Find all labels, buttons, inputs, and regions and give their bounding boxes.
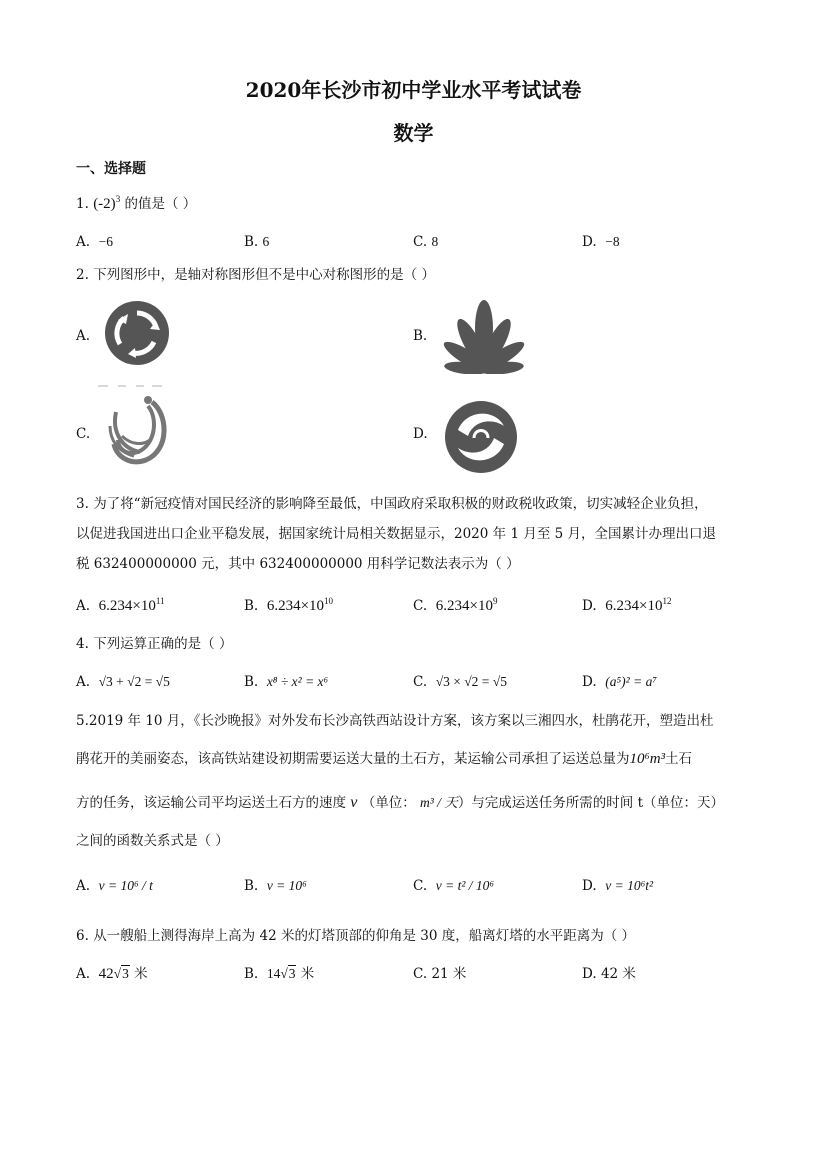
q5-line-2-end: 土石	[665, 751, 693, 767]
q5-line-1: 2019 年 10 月，《长沙晚报》对外发布长沙高铁西站设计方案，该方案以三湘四水，杜鹃花开，塑造出杜	[88, 713, 714, 729]
question-4	[76, 634, 232, 654]
circular-arrows-logo-icon[interactable]	[104, 300, 170, 366]
question-number: 1.	[76, 196, 89, 212]
section-heading: 一、选择题	[76, 161, 146, 177]
question-3	[76, 494, 756, 584]
q3-line-1: 为了将“新冠疫情对国民经济的影响降至最低，中国政府采取积极的财政税收政策，切实减轻企业负担，	[93, 496, 708, 512]
q6-option-d[interactable]: D. 42 米	[582, 966, 636, 982]
q6-option-b[interactable]: B. 14√3 米	[244, 966, 315, 982]
question-number: 3.	[76, 496, 89, 512]
q5-velocity-var: v	[350, 794, 358, 811]
q1-expression: $(-2)^3$	[93, 194, 121, 212]
q5-line-3: 方的任务，该运输公司平均运送土石方的速度	[76, 795, 346, 811]
q1-option-c[interactable]: C. 8	[413, 234, 439, 250]
q4-option-b[interactable]: B. x⁸ ÷ x² = x⁶	[244, 674, 329, 690]
q6-option-a[interactable]: A. 42√3 米	[76, 966, 148, 982]
q1-option-a[interactable]: A. −6	[76, 234, 114, 250]
q2-option-b-label[interactable]: B.	[413, 328, 428, 344]
question-number: 2.	[76, 267, 89, 283]
q4-option-d[interactable]: D. (a⁵)² = a⁷	[582, 674, 658, 690]
q2-option-c-label[interactable]: C.	[76, 426, 91, 442]
question-number: 6.	[76, 928, 89, 944]
question-number: 5.	[76, 713, 89, 729]
subject-title: 数学	[393, 121, 434, 145]
double-swirl-circle-logo-icon[interactable]	[444, 400, 518, 474]
q6-option-c[interactable]: C. 21 米	[413, 966, 467, 982]
q5-unit: m³ / 天	[420, 795, 458, 810]
phoenix-swirl-logo-icon[interactable]	[96, 382, 176, 472]
q6-stem: 从一艘船上测得海岸上高为 42 米的灯塔顶部的仰角是 30 度，船离灯塔的水平距离为（ ）	[93, 928, 635, 944]
question-1	[76, 194, 196, 214]
huawei-petals-logo-icon[interactable]	[436, 300, 532, 374]
q4-option-c[interactable]: C. √3 × √2 = √5	[413, 674, 507, 690]
q4-option-a[interactable]: A. √3 + √2 = √5	[76, 674, 170, 690]
q2-option-a-label[interactable]: A.	[76, 328, 91, 344]
q1-stem: 的值是（ ）	[124, 196, 197, 212]
q1-option-d[interactable]: D. −8	[582, 234, 620, 250]
q3-line-2: 以促进我国进出口企业平稳发展，据国家统计局相关数据显示，2020 年 1 月至 5 月，全国累计办理出口退	[76, 526, 716, 542]
question-number: 4.	[76, 636, 89, 652]
question-2	[76, 265, 435, 285]
q4-stem: 下列运算正确的是（ ）	[93, 636, 233, 652]
q3-option-d[interactable]: D. $6.234\times 10^{12}$	[582, 596, 672, 614]
q1-option-b[interactable]: B. 6	[244, 234, 270, 250]
q2-option-d-label[interactable]: D.	[413, 426, 428, 442]
q5-line-3-end: ）与完成运送任务所需的时间 t（单位：天）	[457, 795, 725, 811]
question-6	[76, 926, 635, 946]
q5-line-2: 鹃花开的美丽姿态，该高铁站建设初期需要运送大量的土石方，某运输公司承担了运送总量为	[76, 751, 630, 767]
q5-option-a[interactable]: A. v = 10⁶ / t	[76, 878, 153, 894]
q3-option-c[interactable]: C. $6.234\times 10^9$	[413, 596, 498, 614]
q3-option-b[interactable]: B. $6.234\times 10^{10}$	[244, 596, 334, 614]
q5-option-d[interactable]: D. v = 10⁶t²	[582, 878, 654, 894]
q5-option-c[interactable]: C. v = t² / 10⁶	[413, 878, 495, 894]
exam-title: 2020年长沙市初中学业水平考试试卷	[245, 78, 582, 102]
q5-quantity: 10⁶m³	[629, 751, 666, 767]
question-5	[76, 711, 766, 861]
q2-stem: 下列图形中，是轴对称图形但不是中心对称图形的是（ ）	[93, 267, 435, 283]
q5-line-4: 之间的函数关系式是（ ）	[76, 833, 229, 849]
q5-unit-prefix: （单位：	[361, 795, 416, 811]
q3-line-3: 税 632400000000 元，其中 632400000000 用科学记数法表示为（ ）	[76, 556, 520, 572]
q5-option-b[interactable]: B. v = 10⁶	[244, 878, 307, 894]
q3-option-a[interactable]: A. $6.234\times 10^{11}$	[76, 596, 165, 614]
